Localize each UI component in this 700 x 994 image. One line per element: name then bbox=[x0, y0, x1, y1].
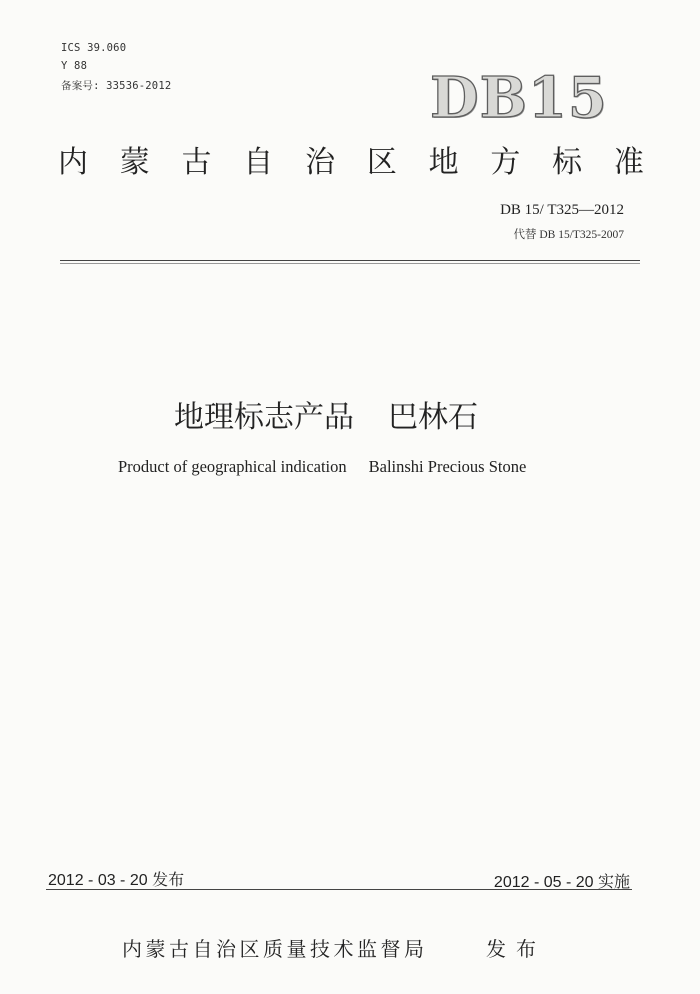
standard-type-char: 蒙 bbox=[119, 145, 150, 180]
standard-type-char: 自 bbox=[243, 145, 274, 180]
standard-type-char: 区 bbox=[366, 145, 397, 180]
title-en-part1: Product of geographical indication bbox=[118, 457, 347, 476]
issuing-authority: 内蒙古自治区质量技术监督局 bbox=[122, 937, 428, 961]
db15-logo: DB15 bbox=[430, 65, 608, 131]
title-english bbox=[118, 457, 526, 477]
title-en-part2: Balinshi Precious Stone bbox=[368, 457, 527, 476]
standard-type-char: 标 bbox=[552, 145, 583, 180]
bottom-divider bbox=[46, 889, 632, 890]
standard-type-char: 地 bbox=[428, 145, 459, 180]
ics-code: ICS 39.060 bbox=[61, 42, 127, 54]
top-divider-thin bbox=[60, 263, 640, 264]
standard-type-char: 方 bbox=[490, 145, 521, 180]
standard-type-char: 准 bbox=[613, 145, 644, 180]
standard-type-char: 内 bbox=[58, 145, 88, 180]
title-chinese bbox=[174, 392, 478, 436]
title-cn-part2: 巴林石 bbox=[388, 400, 478, 435]
standard-type-char: 古 bbox=[181, 145, 212, 180]
issue-label: 发布 bbox=[486, 937, 546, 961]
issue-date: 2012 - 03 - 20 发布 bbox=[48, 872, 185, 889]
top-divider bbox=[60, 260, 640, 261]
standard-type-heading bbox=[58, 143, 644, 183]
standard-number: DB 15/ T325—2012 bbox=[500, 202, 624, 218]
classification-code: Y 88 bbox=[61, 60, 88, 72]
replaces-standard: 代替 DB 15/T325-2007 bbox=[513, 229, 624, 241]
title-cn-part1: 地理标志产品 bbox=[174, 400, 354, 435]
record-number: 备案号: 33536-2012 bbox=[61, 80, 172, 92]
implementation-date: 2012 - 05 - 20 实施 bbox=[493, 874, 630, 891]
standard-type-char: 治 bbox=[305, 145, 336, 180]
